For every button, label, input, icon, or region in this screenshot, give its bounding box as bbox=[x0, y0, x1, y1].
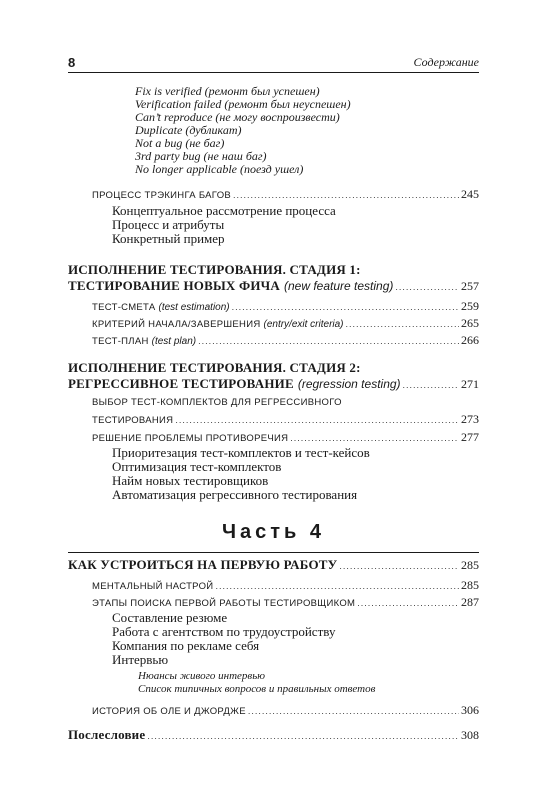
entry-title: ТЕСТИРОВАНИЯ bbox=[92, 415, 174, 426]
entry-page: 257 bbox=[461, 279, 479, 293]
leader-dots bbox=[147, 726, 459, 744]
subsection-item: Работа с агентством по трудоустройству bbox=[112, 624, 336, 639]
entry-page: 287 bbox=[461, 595, 479, 609]
leader-dots bbox=[248, 701, 459, 719]
running-header: Содержание bbox=[413, 55, 479, 69]
page-number: 8 bbox=[68, 55, 76, 70]
chapter-title-en: (new feature testing) bbox=[283, 279, 394, 293]
entry-page: 245 bbox=[461, 187, 479, 201]
entry-title: ТЕСТ-СМЕТА bbox=[92, 302, 156, 313]
status-item: Duplicate (дубликат) bbox=[135, 123, 242, 137]
subsection-item: Оптимизация тест-комплектов bbox=[112, 459, 282, 474]
part-rule bbox=[68, 552, 479, 553]
entry-title-en: (test estimation) bbox=[158, 302, 230, 313]
entry-page: 265 bbox=[461, 316, 479, 330]
entry-title: ТЕСТ-ПЛАН bbox=[92, 336, 149, 347]
entry-title: КРИТЕРИЙ НАЧАЛА/ЗАВЕРШЕНИЯ bbox=[92, 319, 261, 330]
chapter-heading: ИСПОЛНЕНИЕ ТЕСТИРОВАНИЯ. СТАДИЯ 1: bbox=[68, 262, 361, 277]
chapter-heading: ИСПОЛНЕНИЕ ТЕСТИРОВАНИЯ. СТАДИЯ 2: bbox=[68, 360, 361, 375]
toc-entry[interactable] bbox=[92, 331, 479, 349]
entry-title-en: (entry/exit criteria) bbox=[263, 319, 344, 330]
leader-dots bbox=[198, 331, 459, 349]
leader-dots bbox=[290, 428, 459, 446]
leader-dots bbox=[215, 576, 459, 594]
interview-item: Список типичных вопросов и правильных ответов bbox=[138, 683, 376, 695]
entry-page: 308 bbox=[461, 728, 479, 742]
toc-entry[interactable] bbox=[92, 593, 479, 611]
toc-entry-tracking[interactable] bbox=[92, 185, 479, 203]
header-rule bbox=[68, 72, 479, 73]
entry-title: РЕШЕНИЕ ПРОБЛЕМЫ ПРОТИВОРЕЧИЯ bbox=[92, 433, 289, 444]
entry-page: 259 bbox=[461, 299, 479, 313]
entry-page: 285 bbox=[461, 578, 479, 592]
toc-entry-stage1[interactable] bbox=[68, 277, 479, 295]
status-item: Not a bug (не баг) bbox=[135, 136, 225, 150]
subsection-item: Автоматизация регрессивного тестирования bbox=[112, 487, 358, 502]
entry-title: МЕНТАЛЬНЫЙ НАСТРОЙ bbox=[92, 581, 214, 592]
status-item: Fix is verified (ремонт был успешен) bbox=[135, 84, 320, 98]
status-item: No longer applicable (поезд ушел) bbox=[135, 162, 304, 176]
subsection-item: Составление резюме bbox=[112, 610, 228, 625]
entry-title-en: (test plan) bbox=[151, 336, 197, 347]
subsection-item: Приоритезация тест-комплектов и тест-кейсов bbox=[112, 445, 370, 460]
subsection-item: Найм новых тестировщиков bbox=[112, 473, 269, 488]
entry-title: ПРОЦЕСС ТРЭКИНГА БАГОВ bbox=[92, 190, 232, 201]
chapter-title: ТЕСТИРОВАНИЕ НОВЫХ ФИЧА bbox=[68, 278, 280, 293]
subsection-item: Процесс и атрибуты bbox=[112, 217, 225, 232]
subsection-item: Интервью bbox=[112, 652, 169, 667]
chapter-title: Послесловие bbox=[68, 727, 146, 742]
leader-dots bbox=[232, 297, 459, 315]
leader-dots bbox=[339, 556, 459, 574]
chapter-title: КАК УСТРОИТЬСЯ НА ПЕРВУЮ РАБОТУ bbox=[68, 557, 338, 572]
entry-page: 285 bbox=[461, 558, 479, 572]
leader-dots bbox=[233, 185, 459, 203]
entry-page: 271 bbox=[461, 377, 479, 391]
entry-page: 277 bbox=[461, 430, 479, 444]
part-heading: Часть 4 bbox=[221, 521, 326, 543]
interview-item: Нюансы живого интервью bbox=[138, 670, 265, 682]
entry-title-line1: ВЫБОР ТЕСТ-КОМПЛЕКТОВ ДЛЯ РЕГРЕССИВНОГО bbox=[92, 397, 342, 408]
chapter-title: РЕГРЕССИВНОЕ ТЕСТИРОВАНИЕ bbox=[68, 376, 294, 391]
status-item: Verification failed (ремонт был неуспешен) bbox=[135, 97, 351, 111]
subsection-item: Компания по рекламе себя bbox=[112, 638, 260, 653]
toc-entry-afterword[interactable] bbox=[68, 726, 479, 744]
leader-dots bbox=[395, 277, 459, 295]
status-item: Can’t reproduce (не могу воспроизвести) bbox=[135, 110, 340, 124]
toc-entry[interactable] bbox=[92, 701, 479, 719]
entry-title: ЭТАПЫ ПОИСКА ПЕРВОЙ РАБОТЫ ТЕСТИРОВЩИКОМ bbox=[92, 598, 356, 609]
entry-page: 306 bbox=[461, 703, 479, 717]
status-item: 3rd party bug (не наш баг) bbox=[135, 149, 267, 163]
leader-dots bbox=[403, 375, 459, 393]
entry-title: ИСТОРИЯ ОБ ОЛЕ И ДЖОРДЖЕ bbox=[92, 706, 246, 717]
leader-dots bbox=[175, 410, 459, 428]
subsection-item: Конкретный пример bbox=[112, 231, 225, 246]
entry-page: 273 bbox=[461, 412, 479, 426]
chapter-title-en: (regression testing) bbox=[297, 377, 401, 391]
toc-entry[interactable] bbox=[92, 297, 479, 315]
toc-entry[interactable] bbox=[92, 314, 479, 332]
leader-dots bbox=[357, 593, 459, 611]
toc-entry[interactable] bbox=[92, 410, 479, 428]
toc-entry-stage2[interactable] bbox=[68, 375, 479, 393]
subsection-item: Концептуальное рассмотрение процесса bbox=[112, 203, 336, 218]
toc-entry[interactable] bbox=[92, 576, 479, 594]
leader-dots bbox=[346, 314, 459, 332]
toc-entry-job[interactable] bbox=[68, 556, 479, 574]
toc-entry[interactable] bbox=[92, 428, 479, 446]
entry-page: 266 bbox=[461, 333, 479, 347]
